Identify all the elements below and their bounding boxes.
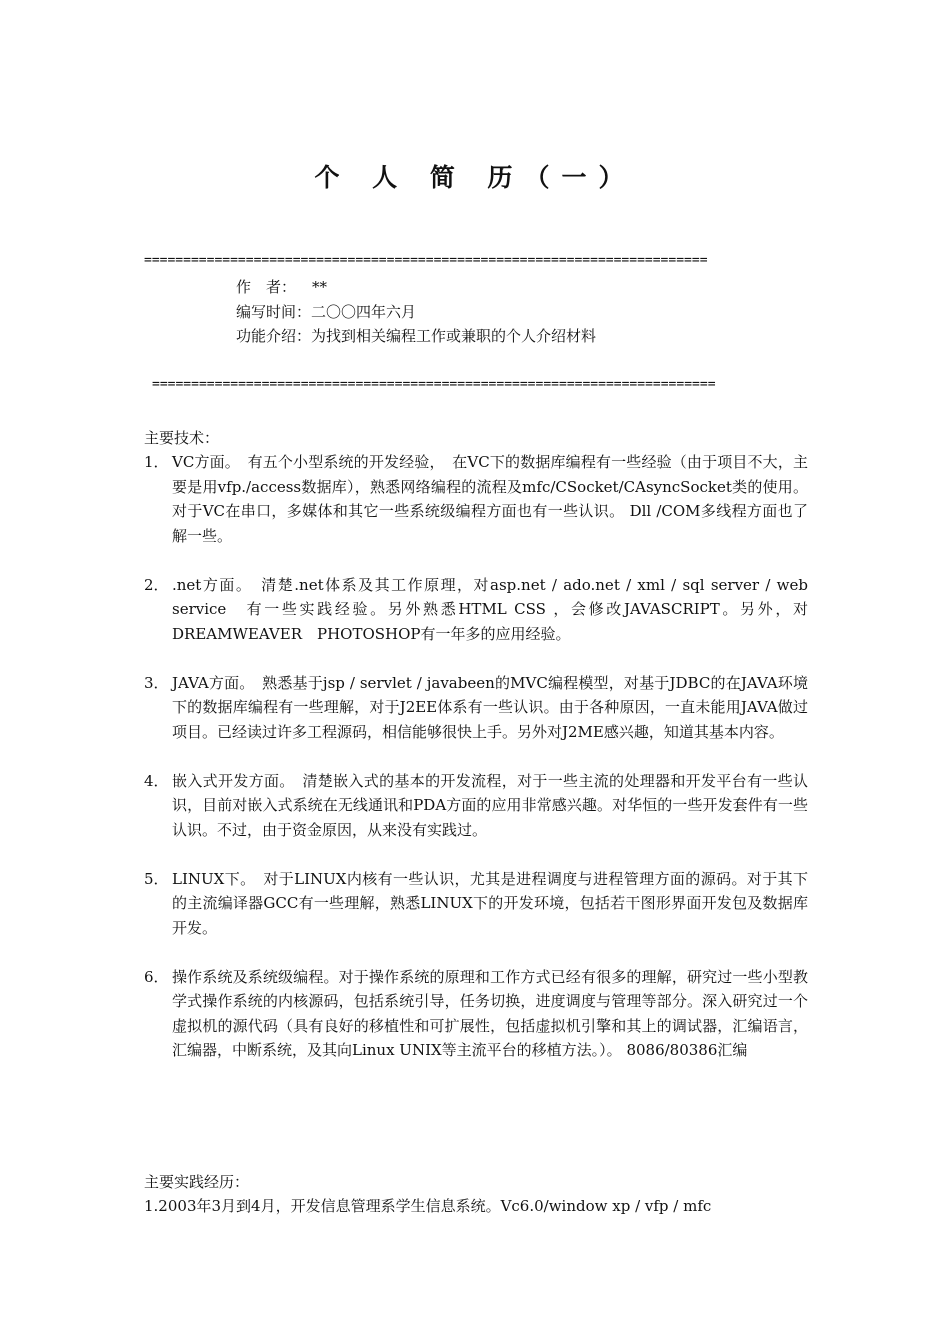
- skill-item-text: VC方面。 有五个小型系统的开发经验， 在VC下的数据库编程有一些经验（由于项目不大，主要是用vfp./access数据库），熟悉网络编程的流程及mfc/CSocket/CAsyncSocket类的使用。对于VC在串口，多媒体和其它一些系统级编程方面也有一些认识。 Dll /COM多线程方面也了解一些。: [172, 453, 808, 545]
- skills-heading: 主要技术：: [144, 429, 220, 447]
- skill-item-number: 1．: [144, 453, 169, 471]
- practice-heading: 主要实践经历：: [144, 1173, 250, 1191]
- separator-rule-bottom: ========================================================================: [152, 378, 716, 392]
- skill-item-number: 3．: [144, 673, 169, 692]
- skill-item: [144, 671, 808, 745]
- separator-rule-top: ========================================================================: [144, 254, 708, 268]
- document-title: 个 人 简 历（一）: [314, 163, 636, 192]
- skill-item: [144, 867, 808, 941]
- skill-item: [144, 965, 808, 1063]
- meta-time-row: [236, 300, 596, 325]
- meta-author-row: [236, 275, 596, 300]
- meta-purpose-row: [236, 324, 596, 349]
- meta-time-label: 编写时间：: [236, 302, 312, 321]
- skill-item-text: JAVA方面。 熟悉基于jsp / servlet / javabeen的MVC编程模型，对基于JDBC的在JAVA环境下的数据库编程有一些理解，对于J2EE体系有一些认识。由于各种原因，一直未能用JAVA做过项目。已经读过许多工程源码，相信能够很快上手。另外对J2ME感兴趣，知道其基本内容。: [172, 673, 808, 741]
- meta-purpose-value: 为找到相关编程工作或兼职的个人介绍材料: [311, 327, 597, 345]
- skill-item-text: LINUX下。 对于LINUX内核有一些认识，尤其是进程调度与进程管理方面的源码。对于其下的主流编译器GCC有一些理解，熟悉LINUX下的开发环境，包括若干图形界面开发包及数据库开发。: [172, 869, 808, 937]
- skill-item: [144, 573, 808, 647]
- meta-author-label: 作 者：: [236, 278, 297, 296]
- skill-item: [144, 769, 808, 843]
- meta-time-value: 二〇〇四年六月: [311, 302, 417, 321]
- skills-list: [144, 450, 808, 1087]
- skill-item-text: .net方面。 清楚.net体系及其工作原理，对asp.net / ado.net / xml / sql server / web service 有一些实践经验。另外熟悉HTML CSS ，会修改JAVASCRIPT。另外，对DREAMWEAVER PHOTOSHOP有一年多的应用经验。: [172, 575, 808, 643]
- skill-item-number: 2．: [144, 575, 169, 594]
- skill-item: [144, 450, 808, 548]
- skill-item-number: 5．: [144, 869, 169, 888]
- skill-item-number: 6．: [144, 967, 169, 986]
- skill-item-text: 嵌入式开发方面。 清楚嵌入式的基本的开发流程，对于一些主流的处理器和开发平台有一些认识，目前对嵌入式系统在无线通讯和PDA方面的应用非常感兴趣。对华恒的一些开发套件有一些认识。不过，由于资金原因，从来没有实践过。: [172, 771, 808, 839]
- meta-purpose-label: 功能介绍：: [236, 327, 312, 345]
- meta-author-value: **: [312, 278, 328, 296]
- skill-item-text: 操作系统及系统级编程。对于操作系统的原理和工作方式已经有很多的理解，研究过一些小型教学式操作系统的内核源码，包括系统引导，任务切换，进度调度与管理等部分。深入研究过一个虚拟机的源代码（具有良好的移植性和可扩展性，包括虚拟机引擎和其上的调试器，汇编语言，汇编器，中断系统，及其向Linux UNIX等主流平台的移植方法。）。 8086/80386汇编: [172, 967, 808, 1059]
- skill-item-number: 4．: [144, 771, 169, 790]
- document-meta: [236, 275, 596, 349]
- practice-first-line: 1.2003年3月到4月，开发信息管理系学生信息系统。Vc6.0/window xp / vfp / mfc: [144, 1197, 712, 1215]
